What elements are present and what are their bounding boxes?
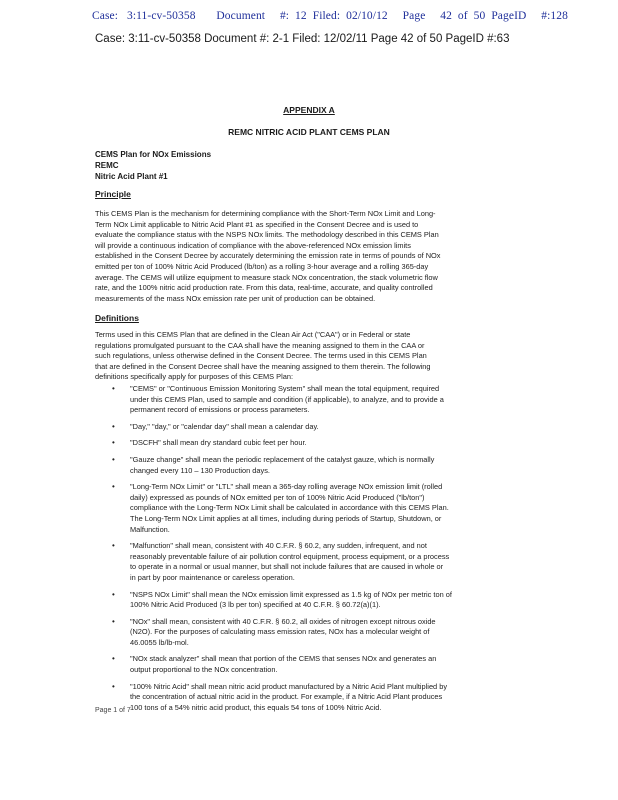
text-line: "Long-Term NOx Limit" or "LTL" shall mean a 365-day rolling average NOx emission limit (rolled: [130, 482, 443, 492]
text-line: measurements of the mass NOx emission rate per unit of production can be obtained.: [95, 293, 376, 303]
definition-item: [112, 384, 532, 416]
page-footer: Page 1 of 7: [95, 707, 131, 714]
text-line: output proportional to the NOx concentration.: [130, 665, 278, 675]
text-line: rate, and the 100% nitric acid production rate. From this data, real-time, accurate, and quality controlled: [95, 283, 433, 293]
definition-item: [112, 422, 532, 433]
text-line: "CEMS" or "Continuous Emission Monitoring System" shall mean the total equipment, required: [130, 384, 440, 393]
text-line: reasonably preventable failure of air pollution control equipment, process equipment, or a process: [130, 551, 450, 561]
text-line: will provide a continuous indication of compliance with the above-referenced NOx emission limits: [95, 240, 411, 250]
bullet-icon: •: [112, 454, 115, 464]
appendix-title: APPENDIX A: [283, 105, 335, 115]
text-line: in part by poor maintenance or careless operation.: [130, 572, 295, 582]
text-line: "100% Nitric Acid" shall mean nitric acid product manufactured by a Nitric Acid Plant multiplied by: [130, 681, 448, 691]
text-line: Malfunction.: [130, 524, 170, 534]
text-line: to operate in a normal or usual manner, but shall not include failures that are caused in whole or: [130, 562, 444, 572]
text-line: "NSPS NOx Limit" shall mean the NOx emission limit expressed as 1.5 kg of NOx per metric ton of: [130, 589, 452, 599]
text-line: permanent record of emissions or process parameters.: [130, 405, 310, 415]
text-line: daily) expressed as pounds of NOx emitted per ton of 100% Nitric Acid Produced ("lb/ton"): [130, 492, 425, 502]
plan-identification-block: [95, 149, 211, 182]
text-line: This CEMS Plan is the mechanism for determining compliance with the Short-Term NOx Limit and Long-: [95, 209, 436, 218]
text-line: 100% Nitric Acid Produced (3 lb per ton) specified at 40 C.F.R. § 60.72(a)(1).: [130, 600, 381, 610]
text-line: established in the Consent Decree by accurately determining the emission rate in terms of pounds of NOx: [95, 251, 441, 261]
text-line: evaluate the compliance status with the NSPS NOx limits. The methodology described in this CEMS Plan: [95, 230, 439, 240]
bullet-icon: •: [112, 616, 115, 626]
definition-item: [112, 590, 532, 611]
company-name: REMC: [95, 161, 119, 170]
text-line: The Long-Term NOx Limit applies at all times, including during periods of Startup, Shutdown, or: [130, 513, 442, 523]
bullet-icon: •: [112, 654, 115, 664]
text-line: such regulations, unless otherwise defined in the Consent Decree. The terms used in this CEMS Plan: [95, 351, 427, 361]
definitions-intro-paragraph: [95, 330, 525, 383]
text-line: under this CEMS Plan, used to sample and condition (if applicable), to analyze, and to provide a: [130, 394, 444, 404]
definitions-heading: Definitions: [95, 313, 139, 323]
case-header-line: Case: 3:11-cv-50358 Document #: 2-1 Filed: 12/02/11 Page 42 of 50 PageID #:63: [95, 33, 510, 45]
bullet-icon: •: [112, 541, 115, 551]
text-line: 100 tons of a 54% nitric acid product, this equals 54 tons of 100% Nitric Acid.: [130, 702, 382, 712]
bullet-icon: •: [112, 589, 115, 599]
bullet-icon: •: [112, 482, 115, 492]
text-line: regulations promulgated pursuant to the CAA shall have the meaning assigned to them in the CAA or: [95, 340, 425, 350]
text-line: (N2O). For the purposes of calculating mass emission rates, NOx has a molecular weight of: [130, 627, 430, 637]
plant-name: Nitric Acid Plant #1: [95, 172, 168, 181]
definition-item: [112, 438, 532, 449]
text-line: "DSCFH" shall mean dry standard cubic feet per hour.: [130, 438, 307, 448]
bullet-icon: •: [112, 421, 115, 431]
bullet-icon: •: [112, 384, 115, 393]
definitions-list: [112, 384, 532, 719]
definition-item: [112, 455, 532, 476]
definition-item: [112, 617, 532, 649]
text-line: average. The CEMS will utilize equipment to measure stack NOx concentration, the stack volumetric flow: [95, 272, 438, 282]
text-line: "Gauze change" shall mean the periodic replacement of the catalyst gauze, which is normally: [130, 454, 435, 464]
bullet-icon: •: [112, 438, 115, 448]
text-line: Term NOx Limit applicable to Nitric Acid Plant #1 as specified in the Consent Decree and is used to: [95, 219, 419, 229]
principle-paragraph: [95, 209, 525, 304]
text-line: the concentration of actual nitric acid in the product. For example, if a Nitric Acid Plant produces: [130, 692, 443, 702]
text-line: "NOx stack analyzer" shall mean that portion of the CEMS that senses NOx and generates an: [130, 654, 437, 664]
text-line: emitted per ton of 100% Nitric Acid Produced (lb/ton) as a rolling 3-hour average and a rolling 365-day: [95, 261, 429, 271]
text-line: 46.0055 lb/lb-mol.: [130, 637, 189, 647]
plan-title: REMC NITRIC ACID PLANT CEMS PLAN: [228, 127, 390, 137]
definition-item: [112, 682, 532, 714]
text-line: that are defined in the Consent Decree shall have the meaning assigned to them therein. The following: [95, 361, 431, 371]
text-line: "NOx" shall mean, consistent with 40 C.F.R. § 60.2, all oxides of nitrogen except nitrous oxide: [130, 616, 436, 626]
text-line: definitions specifically apply for purposes of this CEMS Plan:: [95, 372, 293, 382]
definition-item: [112, 541, 532, 583]
plan-name: CEMS Plan for NOx Emissions: [95, 150, 212, 159]
text-line: compliance with the Long-Term NOx Limit shall be calculated in accordance with this CEMS Plan.: [130, 503, 449, 513]
text-line: "Day," "day," or "calendar day" shall mean a calendar day.: [130, 421, 319, 431]
bullet-icon: •: [112, 681, 115, 691]
text-line: Terms used in this CEMS Plan that are defined in the Clean Air Act ("CAA") or in Federal or state: [95, 330, 411, 339]
definition-item: [112, 482, 532, 535]
text-line: changed every 110 – 130 Production days.: [130, 465, 270, 475]
principle-heading: Principle: [95, 189, 131, 199]
court-filing-stamp: Case: 3:11-cv-50358 Document #: 12 Filed: 02/10/12 Page 42 of 50 PageID #:128: [92, 10, 568, 22]
definition-item: [112, 654, 532, 675]
text-line: "Malfunction" shall mean, consistent with 40 C.F.R. § 60.2, any sudden, infrequent, and not: [130, 541, 427, 551]
